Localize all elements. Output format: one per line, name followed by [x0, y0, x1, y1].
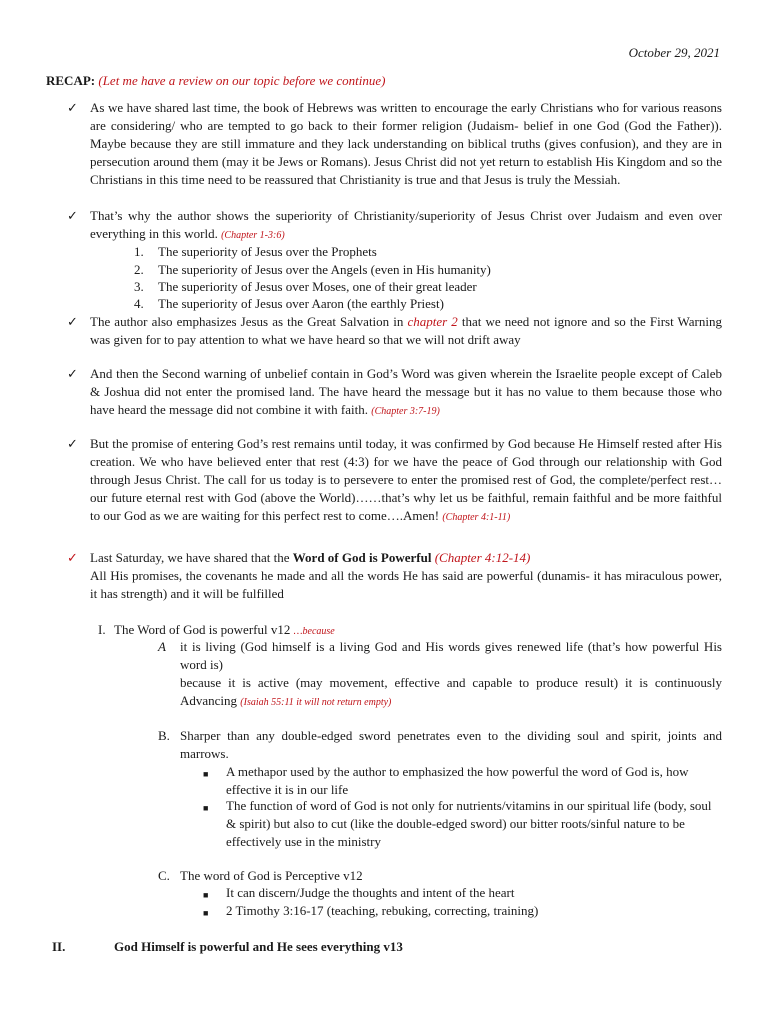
check-icon: ✓ — [67, 366, 78, 381]
paragraph-text: And then the Second warning of unbelief contain in God’s Word was given wherein the Israelite people except of Caleb & Joshua did not enter the promised land. The have heard the message but it has no value to them because those who have heard the message did not combine it with faith. — [90, 366, 722, 417]
recap-paragraph-3 — [90, 313, 722, 349]
list-item: The superiority of Jesus over the Angels (even in His humanity) — [158, 262, 491, 277]
outline-number: II. — [52, 939, 66, 954]
square-bullet-icon: ■ — [203, 908, 209, 918]
check-icon: ✓ — [67, 314, 78, 329]
chapter-reference: (Chapter 1-3:6) — [221, 230, 285, 241]
scripture-reference: (Isaiah 55:11 it will not return empty) — [240, 697, 392, 708]
square-bullet-icon: ■ — [203, 890, 209, 900]
outline-point-a — [180, 638, 722, 712]
check-icon: ✓ — [67, 550, 78, 565]
list-item: It can discern/Judge the thoughts and intent of the heart — [226, 885, 515, 900]
chapter-reference: (Chapter 3:7-19) — [371, 406, 440, 417]
outline-heading-2: God Himself is powerful and He sees everything v13 — [114, 939, 403, 954]
list-number: 2. — [134, 262, 144, 277]
list-item: 2 Timothy 3:16-17 (teaching, rebuking, correcting, training) — [226, 903, 539, 918]
outline-text: it is living (God himself is a living God and His words gives renewed life (that’s how powerful His word is) — [180, 639, 722, 672]
list-item: A methapor used by the author to emphasized the how powerful the word of God is, how effective it is in our life — [226, 764, 689, 797]
list-item: The superiority of Jesus over Moses, one of their great leader — [158, 279, 477, 294]
outline-point-c: The word of God is Perceptive v12 — [180, 868, 363, 883]
paragraph-text: That’s why the author shows the superiority of Christianity/superiority of Jesus Christ over Judaism and even over everything in this world. — [90, 208, 722, 241]
outline-number: I. — [98, 622, 106, 637]
outline-letter: A — [158, 639, 166, 654]
check-icon: ✓ — [67, 208, 78, 223]
recap-label: RECAP: — [46, 73, 96, 88]
outline-letter: C. — [158, 868, 170, 883]
paragraph-text: The author also emphasizes Jesus as the Great Salvation in — [90, 314, 404, 329]
paragraph-text: that we need not ignore and so the First Warning was given for to pay attention to what we have heard so that we will not drift away — [90, 314, 722, 347]
chapter-reference: (Chapter 4:1-11) — [442, 512, 511, 523]
list-item: The function of word of God is not only for nutrients/vitamins in our spiritual life (body, soul & spirit) but also to cut (like the double-edged sword) our bitter roots/sinful nature to be effectively use in the ministry — [226, 798, 712, 849]
recap-paragraph-4 — [90, 365, 722, 421]
square-bullet-icon: ■ — [203, 803, 209, 813]
list-number: 3. — [134, 279, 144, 294]
list-item: The superiority of Jesus over Aaron (the earthly Priest) — [158, 296, 444, 311]
list-item: The superiority of Jesus over the Prophets — [158, 244, 377, 259]
recap-paragraph-5 — [90, 435, 722, 527]
recap-paragraph-1: As we have shared last time, the book of Hebrews was written to encourage the early Christians who for various reasons are considering/ who are tempted to go back to their former religion (Judaism- belief in one God (God the Father)). Maybe because they are still immature and they lack understanding on biblical truths (gives confusion), and they are in persecution around them (may it be Jews or Romans). Jesus Christ did not yet return to establish His Kingdom and so the Christians in this time need to be reassured that Christianity is true and that Jesus is truly the Messiah. — [90, 100, 722, 187]
paragraph-text: All His promises, the covenants he made and all the words He has said are powerful (dunamis- it has miraculous power, it has strength) and it will be fulfilled — [90, 568, 722, 601]
list-number: 4. — [134, 296, 144, 311]
square-bullet-icon: ■ — [203, 769, 209, 779]
document-date: October 29, 2021 — [628, 45, 720, 60]
check-icon: ✓ — [67, 100, 78, 115]
paragraph-emphasis: Word of God is Powerful — [292, 550, 432, 565]
outline-point-b: Sharper than any double-edged sword penetrates even to the dividing soul and spirit, joints and marrows. — [180, 728, 722, 761]
outline-text: The Word of God is powerful v12 — [114, 622, 291, 637]
recap-paragraph-6 — [90, 549, 722, 603]
recap-paragraph-2 — [90, 207, 722, 245]
recap-note: (Let me have a review on our topic before we continue) — [98, 73, 386, 88]
outline-text: because it is active (may movement, effective and capable to produce result) it is continuously Advancing — [180, 675, 722, 708]
paragraph-text: Last Saturday, we have shared that the — [90, 550, 290, 565]
list-number: 1. — [134, 244, 144, 259]
outline-note: …because — [293, 626, 335, 637]
chapter-reference: chapter 2 — [407, 314, 458, 329]
outline-letter: B. — [158, 728, 170, 743]
check-icon: ✓ — [67, 436, 78, 451]
recap-heading — [46, 72, 385, 90]
paragraph-text: But the promise of entering God’s rest remains until today, it was confirmed by God because He Himself rested after His creation. We who have believed enter that rest (4:3) for we have the peace of God through our relationship with God through Jesus Christ. The call for us today is to persevere to enter the promised rest of God, the complete/perfect rest…our future eternal rest with God (above the World)……that’s why let us be faithful, remain faithful and be more faithful to our God as we are waiting for this perfect rest to come….Amen! — [90, 436, 722, 523]
chapter-reference: (Chapter 4:12-14) — [434, 550, 531, 565]
